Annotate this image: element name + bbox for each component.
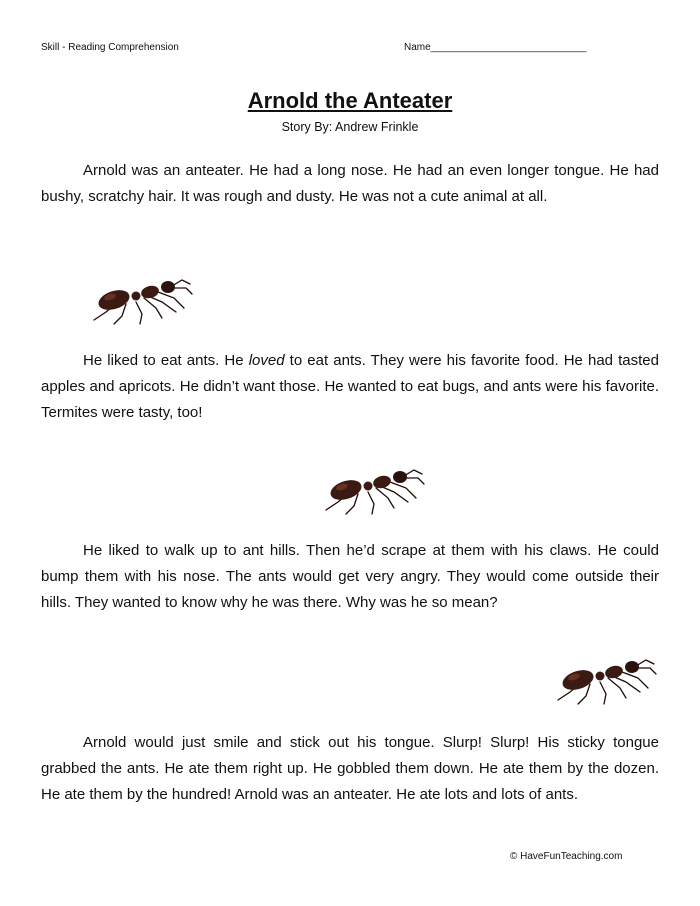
name-field-label: Name____________________________ — [404, 42, 587, 53]
ant-icon — [318, 458, 428, 518]
emphasis-loved: loved — [248, 352, 285, 369]
ant-icon — [86, 268, 196, 328]
paragraph-3: He liked to walk up to ant hills. Then he’d scrape at them with his claws. He could bump them with his nose. The ants would get very angry. They would come outside their hills. They wanted to know why he was there. Why was he so mean? — [41, 542, 659, 611]
paragraph-1: Arnold was an anteater. He had a long nose. He had an even longer tongue. He had bushy, scratchy hair. It was rough and dusty. He was not a cute animal at all. — [41, 162, 659, 205]
copyright-footer: © HaveFunTeaching.com — [510, 851, 623, 862]
story-title: Arnold the Anteater — [247, 88, 453, 113]
ant-icon — [550, 648, 660, 708]
paragraph-4: Arnold would just smile and stick out his tongue. Slurp! Slurp! His sticky tongue grabbed the ants. He ate them right up. He gobbled them down. He ate them by the dozen. He ate them by the hundred! Arnold was an anteater. He ate lots and lots of ants. — [41, 734, 659, 803]
story-byline: Story By: Andrew Frinkle — [281, 120, 419, 134]
paragraph-2: He liked to eat ants. He loved to eat ants. They were his favorite food. He had tasted apples and apricots. He didn’t want those. He wanted to eat bugs, and ants were his favorite. Termites were tasty, too! — [41, 352, 659, 421]
skill-label: Skill - Reading Comprehension — [41, 42, 179, 53]
